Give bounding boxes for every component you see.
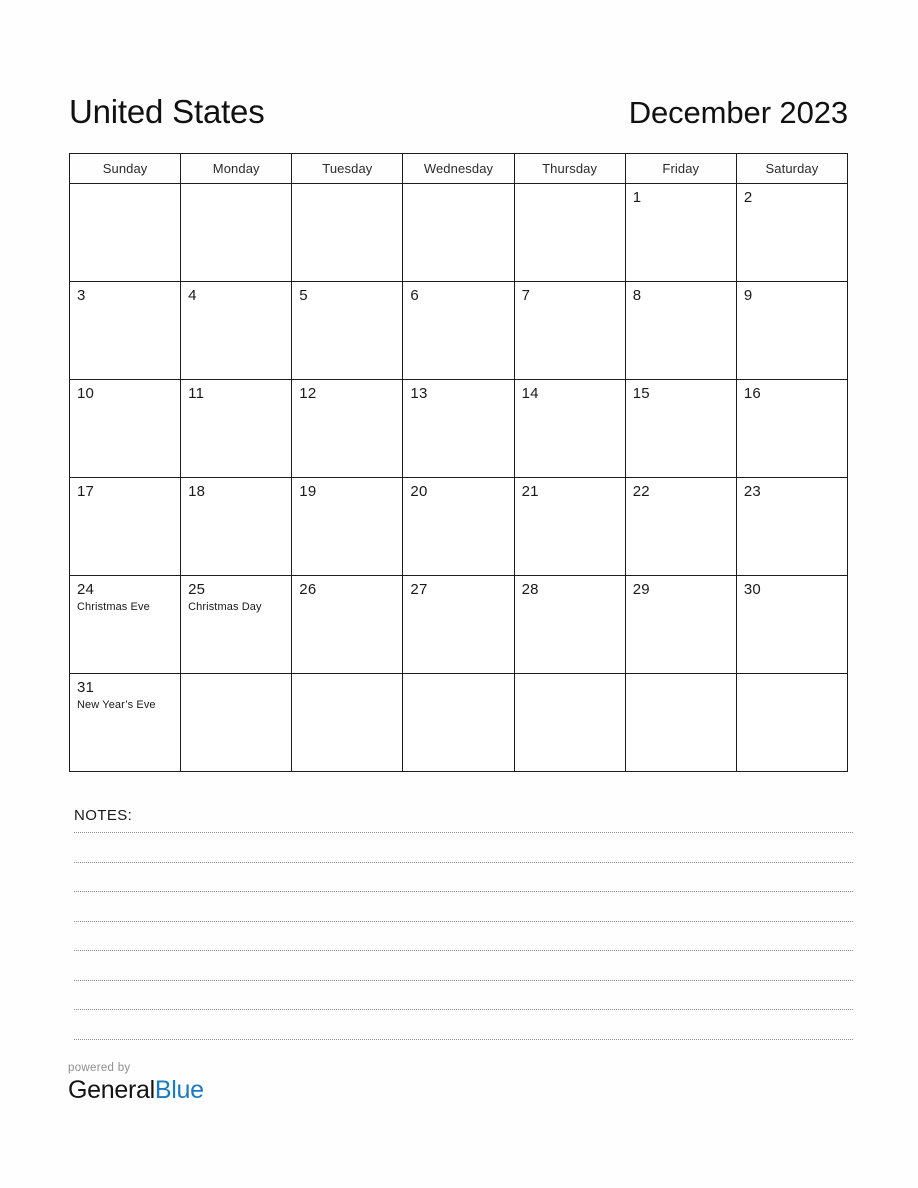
day-number: 6 xyxy=(410,287,419,304)
calendar-header-row xyxy=(70,154,848,184)
calendar-week-row xyxy=(70,380,848,478)
notes-label: NOTES: xyxy=(74,807,133,824)
day-cell-30[interactable] xyxy=(736,576,847,674)
footer-branding xyxy=(68,1062,204,1103)
note-line[interactable] xyxy=(74,863,853,893)
day-cell-2[interactable] xyxy=(736,184,847,282)
day-cell-content xyxy=(403,576,513,673)
day-cell-27[interactable] xyxy=(403,576,514,674)
day-cell-content xyxy=(626,674,736,771)
page-header xyxy=(69,78,848,128)
day-cell-content xyxy=(292,282,402,379)
logo-text-blue: Blue xyxy=(154,1075,204,1104)
day-cell-content xyxy=(515,282,625,379)
day-number: 25 xyxy=(188,581,206,598)
day-number: 4 xyxy=(188,287,197,304)
logo-text-general: General xyxy=(68,1075,155,1104)
day-cell-16[interactable] xyxy=(736,380,847,478)
day-cell-empty xyxy=(736,674,847,772)
day-cell-content xyxy=(737,576,847,673)
day-cell-content xyxy=(626,380,736,477)
day-number: 5 xyxy=(299,287,308,304)
day-cell-content xyxy=(403,282,513,379)
day-cell-content xyxy=(70,576,180,673)
day-cell-25[interactable] xyxy=(181,576,292,674)
day-number: 1 xyxy=(632,189,642,206)
day-cell-content xyxy=(70,380,180,477)
day-number: 11 xyxy=(188,385,205,402)
note-line[interactable] xyxy=(74,981,853,1011)
day-cell-24[interactable] xyxy=(70,576,181,674)
day-cell-content xyxy=(70,184,180,281)
day-number: 31 xyxy=(77,679,95,696)
weekday-header-sunday: Sunday xyxy=(70,154,181,184)
note-line[interactable] xyxy=(74,922,853,952)
day-cell-empty xyxy=(403,184,514,282)
day-cell-content xyxy=(292,576,402,673)
calendar-week-row xyxy=(70,478,848,576)
notes-section xyxy=(74,808,853,1040)
day-cell-20[interactable] xyxy=(403,478,514,576)
day-cell-empty xyxy=(181,674,292,772)
day-number: 26 xyxy=(299,581,317,598)
day-cell-content xyxy=(626,282,736,379)
day-cell-31[interactable] xyxy=(70,674,181,772)
holiday-label: Christmas Eve xyxy=(77,601,150,614)
day-cell-content xyxy=(181,478,291,575)
day-cell-14[interactable] xyxy=(514,380,625,478)
day-cell-7[interactable] xyxy=(514,282,625,380)
day-cell-29[interactable] xyxy=(625,576,736,674)
day-number: 9 xyxy=(743,287,753,304)
calendar-week-row xyxy=(70,576,848,674)
calendar-week-row xyxy=(70,282,848,380)
day-cell-content xyxy=(292,380,402,477)
day-number: 22 xyxy=(632,483,650,500)
day-number: 15 xyxy=(632,385,650,402)
calendar-week-row xyxy=(70,184,848,282)
day-cell-empty xyxy=(403,674,514,772)
day-cell-content xyxy=(737,282,847,379)
day-number: 30 xyxy=(743,581,761,598)
day-number: 3 xyxy=(77,287,86,304)
day-cell-empty xyxy=(181,184,292,282)
day-cell-4[interactable] xyxy=(181,282,292,380)
day-cell-content xyxy=(515,576,625,673)
day-number: 20 xyxy=(410,483,428,500)
day-number: 10 xyxy=(77,385,95,402)
day-cell-3[interactable] xyxy=(70,282,181,380)
day-cell-5[interactable] xyxy=(292,282,403,380)
day-cell-9[interactable] xyxy=(736,282,847,380)
day-cell-content xyxy=(403,380,513,477)
weekday-header-wednesday: Wednesday xyxy=(403,154,514,184)
day-cell-1[interactable] xyxy=(625,184,736,282)
day-cell-content xyxy=(515,674,625,771)
month-year-title: December 2023 xyxy=(628,95,848,130)
day-cell-content xyxy=(737,380,847,477)
day-cell-23[interactable] xyxy=(736,478,847,576)
day-number: 18 xyxy=(188,483,206,500)
day-cell-content xyxy=(70,282,180,379)
day-cell-content xyxy=(626,478,736,575)
calendar-grid xyxy=(69,153,848,772)
day-cell-content xyxy=(181,576,291,673)
weekday-header-row xyxy=(70,154,848,184)
weekday-header-tuesday: Tuesday xyxy=(292,154,403,184)
day-number: 19 xyxy=(299,483,317,500)
day-number: 28 xyxy=(521,581,539,598)
day-number: 2 xyxy=(743,189,753,206)
day-number: 21 xyxy=(521,483,539,500)
day-cell-content xyxy=(181,674,291,771)
generalblue-logo xyxy=(68,1077,204,1103)
day-number: 7 xyxy=(521,287,531,304)
day-cell-19[interactable] xyxy=(292,478,403,576)
day-cell-11[interactable] xyxy=(181,380,292,478)
day-cell-26[interactable] xyxy=(292,576,403,674)
weekday-header-saturday: Saturday xyxy=(736,154,847,184)
day-number: 16 xyxy=(743,385,761,402)
day-cell-empty xyxy=(514,674,625,772)
day-cell-22[interactable] xyxy=(625,478,736,576)
day-number: 8 xyxy=(632,287,642,304)
day-number: 12 xyxy=(299,385,317,402)
day-cell-content xyxy=(292,184,402,281)
day-number: 14 xyxy=(521,385,539,402)
holiday-label: New Year’s Eve xyxy=(77,699,156,712)
day-cell-content xyxy=(70,478,180,575)
day-cell-28[interactable] xyxy=(514,576,625,674)
weekday-header-monday: Monday xyxy=(181,154,292,184)
day-cell-content xyxy=(181,184,291,281)
day-cell-empty xyxy=(514,184,625,282)
day-number: 23 xyxy=(743,483,761,500)
day-cell-21[interactable] xyxy=(514,478,625,576)
day-cell-content xyxy=(403,184,513,281)
note-line[interactable] xyxy=(74,892,853,922)
weekday-header-thursday: Thursday xyxy=(514,154,625,184)
day-cell-10[interactable] xyxy=(70,380,181,478)
day-cell-empty xyxy=(625,674,736,772)
day-number: 13 xyxy=(410,385,428,402)
day-cell-15[interactable] xyxy=(625,380,736,478)
day-cell-content xyxy=(181,380,291,477)
note-line[interactable] xyxy=(74,951,853,981)
note-line[interactable] xyxy=(74,1010,853,1040)
day-cell-content xyxy=(292,478,402,575)
day-cell-content xyxy=(737,184,847,281)
day-cell-content xyxy=(737,674,847,771)
day-cell-content xyxy=(515,380,625,477)
day-number: 27 xyxy=(410,581,428,598)
holiday-label: Christmas Day xyxy=(188,601,262,614)
calendar-body xyxy=(70,184,848,772)
day-cell-content xyxy=(292,674,402,771)
day-cell-empty xyxy=(292,674,403,772)
powered-by-label: powered by xyxy=(68,1062,131,1074)
day-cell-content xyxy=(403,478,513,575)
day-cell-17[interactable] xyxy=(70,478,181,576)
day-cell-content xyxy=(626,576,736,673)
country-title: United States xyxy=(69,93,265,130)
day-cell-18[interactable] xyxy=(181,478,292,576)
day-cell-content xyxy=(181,282,291,379)
day-cell-6[interactable] xyxy=(403,282,514,380)
day-cell-content xyxy=(515,478,625,575)
day-cell-content xyxy=(626,184,736,281)
day-cell-content xyxy=(515,184,625,281)
day-cell-13[interactable] xyxy=(403,380,514,478)
day-cell-empty xyxy=(292,184,403,282)
day-cell-content xyxy=(737,478,847,575)
day-cell-8[interactable] xyxy=(625,282,736,380)
day-number: 29 xyxy=(632,581,650,598)
day-cell-12[interactable] xyxy=(292,380,403,478)
notes-lines xyxy=(74,832,853,1040)
day-number: 24 xyxy=(77,581,95,598)
day-cell-content xyxy=(70,674,180,771)
day-number: 17 xyxy=(77,483,95,500)
calendar-week-row xyxy=(70,674,848,772)
note-line[interactable] xyxy=(74,833,853,863)
day-cell-empty xyxy=(70,184,181,282)
weekday-header-friday: Friday xyxy=(625,154,736,184)
day-cell-content xyxy=(403,674,513,771)
